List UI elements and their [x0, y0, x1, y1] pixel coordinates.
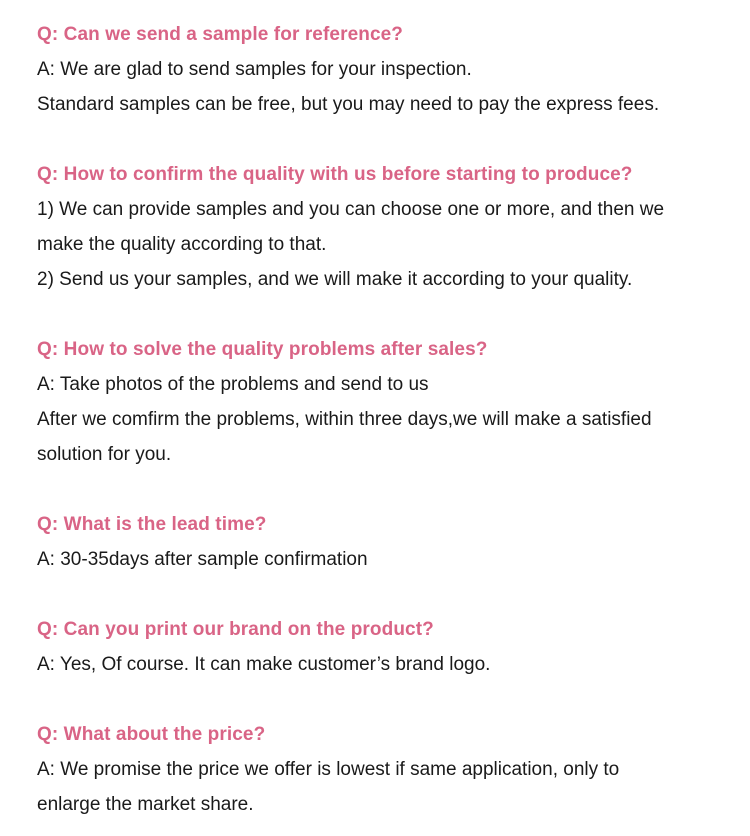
faq-answer-2-line-3: 2) Send us your samples, and we will make it according to your quality.	[37, 269, 633, 290]
faq-answer-2-line-1: 1) We can provide samples and you can choose one or more, and then we	[37, 199, 665, 220]
faq-answer-6-line-1: A: We promise the price we offer is lowest if same application, only to	[37, 759, 620, 780]
faq-answer-5-line-1: A: Yes, Of course. It can make customer’s brand logo.	[37, 654, 491, 675]
faq-answer-1-line-1: A: We are glad to send samples for your inspection.	[37, 59, 472, 80]
faq-question-1: Q: Can we send a sample for reference?	[37, 24, 403, 45]
faq-answer-6-line-2: enlarge the market share.	[37, 794, 254, 815]
faq-answer-2-line-2: make the quality according to that.	[37, 234, 327, 255]
faq-question-3: Q: How to solve the quality problems after sales?	[37, 339, 488, 360]
faq-question-2: Q: How to confirm the quality with us before starting to produce?	[37, 164, 633, 185]
faq-answer-4-line-1: A: 30-35days after sample confirmation	[37, 549, 368, 570]
faq-answer-3-line-2: After we comfirm the problems, within three days,we will make a satisfied	[37, 409, 652, 430]
faq-question-5: Q: Can you print our brand on the product?	[37, 619, 434, 640]
faq-answer-1-line-2: Standard samples can be free, but you may need to pay the express fees.	[37, 94, 660, 115]
faq-answer-3-line-3: solution for you.	[37, 444, 172, 465]
faq-question-4: Q: What is the lead time?	[37, 514, 267, 535]
faq-question-6: Q: What about the price?	[37, 724, 266, 745]
faq-answer-3-line-1: A: Take photos of the problems and send to us	[37, 374, 429, 395]
